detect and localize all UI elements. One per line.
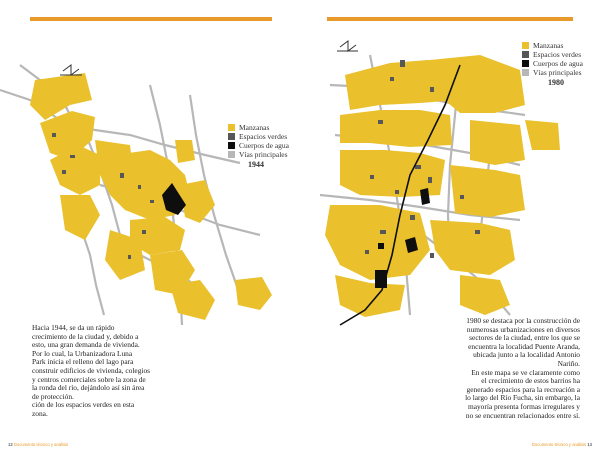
text-line: y centros comerciales sobre la zona de	[32, 374, 146, 384]
vias-principales-swatch	[228, 151, 235, 158]
legend-label-manzanas: Manzanas	[239, 123, 270, 132]
north-arrow-icon	[60, 65, 82, 75]
north-arrow-icon	[337, 41, 358, 51]
espacios-verdes-swatch	[522, 51, 529, 58]
text-line: generado espacios para la recreación a	[466, 384, 580, 394]
left-body-text	[32, 324, 156, 419]
legend-label-vias-principales: Vías principales	[533, 68, 582, 77]
map-year-1980: 1980	[548, 78, 564, 87]
text-line: Hacia 1944, se da un rápido	[32, 323, 115, 332]
footer-label: Documento técnico y análisis	[531, 442, 587, 447]
map-1944	[0, 45, 300, 330]
legend-label-espacios-verdes: Espacios verdes	[533, 50, 582, 59]
map-year-1944: 1944	[248, 160, 264, 169]
text-line: sectores de la ciudad, entre los que se	[469, 333, 580, 343]
legend-1944	[228, 123, 289, 169]
footer-label: Documento técnico y análisis	[13, 442, 69, 447]
text-line: esto, una gran demanda de vivienda.	[32, 340, 140, 350]
text-line: En este mapa se ve claramente como	[471, 367, 580, 377]
legend-1980	[522, 41, 583, 87]
cuerpos-de-agua-swatch	[228, 142, 235, 149]
text-line: crecimiento de la ciudad y, debido a	[32, 331, 139, 341]
text-line: la ronda del río, dejándolo así sin área	[32, 383, 145, 393]
legend-label-cuerpos-de-agua: Cuerpos de agua	[239, 141, 289, 150]
text-line: construir edificios de vivienda, colegios	[32, 365, 151, 375]
left-header-bar	[30, 17, 272, 21]
page-number: 13	[587, 442, 592, 447]
page-number: 12	[8, 442, 13, 447]
left-footer	[8, 442, 68, 447]
legend-label-manzanas: Manzanas	[533, 41, 564, 50]
right-body-text	[452, 317, 580, 420]
legend-row-manzanas	[522, 41, 583, 50]
legend-row-espacios-verdes	[228, 132, 289, 141]
text-line: zona.	[32, 408, 48, 418]
text-line: de protección.	[32, 391, 74, 401]
right-header-bar	[327, 17, 573, 21]
text-line: ubicada junto a la localidad Antonio	[473, 350, 580, 360]
text-line: lo largo del Río Fucha, sin embargo, la	[465, 393, 580, 403]
legend-row-manzanas	[228, 123, 289, 132]
text-line: encuentra la localidad Puente Aranda,	[468, 341, 580, 351]
text-line: el crecimiento de estos barrios ha	[481, 376, 580, 386]
legend-row-espacios-verdes	[522, 50, 583, 59]
vias-principales-swatch	[522, 69, 529, 76]
text-line: Nariño.	[557, 358, 580, 368]
right-page	[300, 0, 600, 465]
text-line: 1980 se destaca por la construcción de	[466, 316, 580, 325]
legend-row-vias-principales	[228, 150, 289, 159]
text-line: mayoría presenta formas irregulares y	[467, 401, 580, 411]
text-line: numerosas urbanizaciones en diversos	[466, 324, 580, 334]
cuerpos-de-agua-swatch	[522, 60, 529, 67]
manzanas-swatch	[522, 42, 529, 49]
legend-label-cuerpos-de-agua: Cuerpos de agua	[533, 59, 583, 68]
legend-label-vias-principales: Vías principales	[239, 150, 288, 159]
text-line: no se encuentran relacionados entre sí.	[465, 410, 580, 420]
legend-row-cuerpos-de-agua	[522, 59, 583, 68]
text-line: Por lo cual, la Urbanizadora Luna	[32, 348, 133, 358]
manzanas-swatch	[228, 124, 235, 131]
blocks-1980	[325, 55, 560, 317]
text-line: Park inicia el relleno del lago para	[32, 357, 134, 367]
right-footer	[532, 442, 592, 447]
legend-label-espacios-verdes: Espacios verdes	[239, 132, 288, 141]
legend-row-cuerpos-de-agua	[228, 141, 289, 150]
text-line: ción de los espacios verdes en esta	[32, 400, 135, 410]
espacios-verdes-swatch	[228, 133, 235, 140]
legend-row-vias-principales	[522, 68, 583, 77]
